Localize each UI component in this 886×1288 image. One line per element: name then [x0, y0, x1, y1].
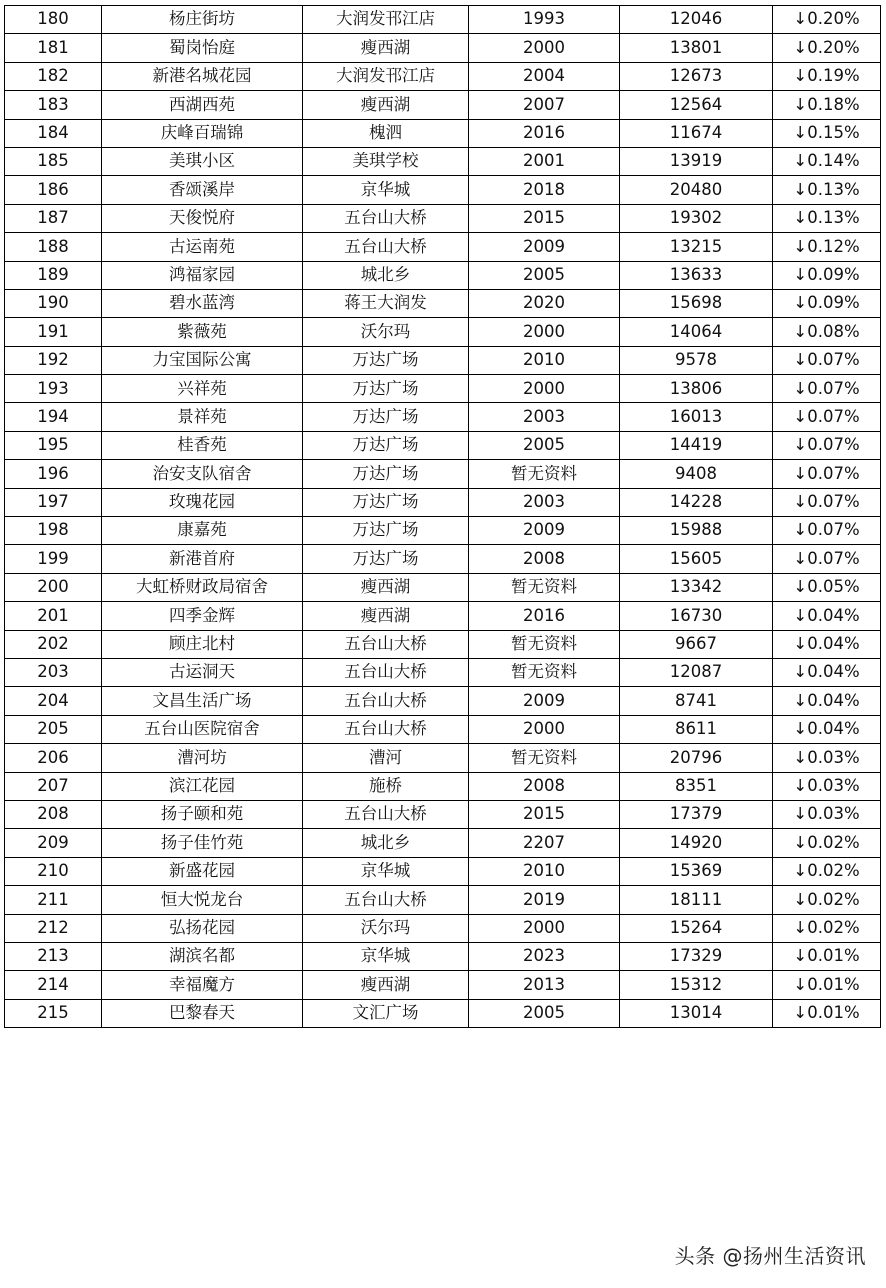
price-cell: 13342 — [620, 573, 773, 601]
change-cell: ↓0.09% — [773, 289, 881, 317]
community-name-cell: 幸福魔方 — [102, 971, 303, 999]
change-cell: ↓0.09% — [773, 261, 881, 289]
rank-cell: 197 — [5, 488, 102, 516]
community-name-cell: 古运南苑 — [102, 233, 303, 261]
price-cell: 16013 — [620, 403, 773, 431]
area-cell: 五台山大桥 — [303, 687, 469, 715]
price-cell: 13919 — [620, 147, 773, 175]
area-cell: 城北乡 — [303, 829, 469, 857]
price-cell: 8351 — [620, 772, 773, 800]
price-cell: 12564 — [620, 91, 773, 119]
change-cell: ↓0.02% — [773, 829, 881, 857]
change-cell: ↓0.04% — [773, 630, 881, 658]
area-cell: 槐泗 — [303, 119, 469, 147]
area-cell: 京华城 — [303, 176, 469, 204]
table-row — [5, 545, 881, 573]
rank-cell: 213 — [5, 942, 102, 970]
build-year-cell: 2005 — [469, 999, 620, 1027]
area-cell: 万达广场 — [303, 375, 469, 403]
change-cell: ↓0.18% — [773, 91, 881, 119]
community-name-cell: 香颂溪岸 — [102, 176, 303, 204]
rank-cell: 199 — [5, 545, 102, 573]
build-year-cell: 2000 — [469, 715, 620, 743]
table-row — [5, 346, 881, 374]
price-cell: 13633 — [620, 261, 773, 289]
table-row — [5, 119, 881, 147]
price-cell: 17379 — [620, 800, 773, 828]
table-row — [5, 233, 881, 261]
rank-cell: 208 — [5, 800, 102, 828]
area-cell: 瘦西湖 — [303, 573, 469, 601]
area-cell: 五台山大桥 — [303, 800, 469, 828]
change-cell: ↓0.04% — [773, 715, 881, 743]
rank-cell: 215 — [5, 999, 102, 1027]
price-cell: 9667 — [620, 630, 773, 658]
rank-cell: 200 — [5, 573, 102, 601]
rank-cell: 194 — [5, 403, 102, 431]
area-cell: 五台山大桥 — [303, 715, 469, 743]
area-cell: 瘦西湖 — [303, 602, 469, 630]
table-row — [5, 942, 881, 970]
community-name-cell: 鸿福家园 — [102, 261, 303, 289]
area-cell: 文汇广场 — [303, 999, 469, 1027]
build-year-cell: 2013 — [469, 971, 620, 999]
price-cell: 14920 — [620, 829, 773, 857]
table-row — [5, 772, 881, 800]
price-cell: 15369 — [620, 857, 773, 885]
community-name-cell: 兴祥苑 — [102, 375, 303, 403]
area-cell: 万达广场 — [303, 517, 469, 545]
table-row — [5, 829, 881, 857]
price-cell: 13014 — [620, 999, 773, 1027]
price-cell: 20796 — [620, 744, 773, 772]
community-name-cell: 紫薇苑 — [102, 318, 303, 346]
price-cell: 8611 — [620, 715, 773, 743]
area-cell: 京华城 — [303, 857, 469, 885]
change-cell: ↓0.07% — [773, 346, 881, 374]
build-year-cell: 暂无资料 — [469, 460, 620, 488]
change-cell: ↓0.07% — [773, 545, 881, 573]
price-cell: 18111 — [620, 886, 773, 914]
change-cell: ↓0.15% — [773, 119, 881, 147]
rank-cell: 214 — [5, 971, 102, 999]
table-row — [5, 6, 881, 34]
change-cell: ↓0.19% — [773, 62, 881, 90]
rank-cell: 202 — [5, 630, 102, 658]
change-cell: ↓0.04% — [773, 658, 881, 686]
price-cell: 15312 — [620, 971, 773, 999]
community-name-cell: 顾庄北村 — [102, 630, 303, 658]
community-name-cell: 玫瑰花园 — [102, 488, 303, 516]
change-cell: ↓0.07% — [773, 488, 881, 516]
build-year-cell: 2009 — [469, 233, 620, 261]
table-row — [5, 34, 881, 62]
rank-cell: 212 — [5, 914, 102, 942]
price-cell: 17329 — [620, 942, 773, 970]
change-cell: ↓0.07% — [773, 403, 881, 431]
build-year-cell: 2010 — [469, 346, 620, 374]
watermark-text: 头条 @扬州生活资讯 — [674, 1244, 866, 1268]
table-row — [5, 602, 881, 630]
build-year-cell: 2008 — [469, 772, 620, 800]
price-cell: 13801 — [620, 34, 773, 62]
change-cell: ↓0.07% — [773, 460, 881, 488]
build-year-cell: 2000 — [469, 34, 620, 62]
community-name-cell: 康嘉苑 — [102, 517, 303, 545]
area-cell: 瘦西湖 — [303, 91, 469, 119]
community-name-cell: 五台山医院宿舍 — [102, 715, 303, 743]
table-row — [5, 261, 881, 289]
table-row — [5, 176, 881, 204]
change-cell: ↓0.02% — [773, 857, 881, 885]
community-name-cell: 美琪小区 — [102, 147, 303, 175]
community-name-cell: 天俊悦府 — [102, 204, 303, 232]
build-year-cell: 2015 — [469, 204, 620, 232]
community-name-cell: 桂香苑 — [102, 431, 303, 459]
change-cell: ↓0.03% — [773, 772, 881, 800]
price-cell: 15605 — [620, 545, 773, 573]
community-name-cell: 弘扬花园 — [102, 914, 303, 942]
build-year-cell: 暂无资料 — [469, 573, 620, 601]
area-cell: 沃尔玛 — [303, 318, 469, 346]
build-year-cell: 2009 — [469, 517, 620, 545]
area-cell: 大润发邗江店 — [303, 6, 469, 34]
area-cell: 施桥 — [303, 772, 469, 800]
table-row — [5, 658, 881, 686]
build-year-cell: 2015 — [469, 800, 620, 828]
rank-cell: 181 — [5, 34, 102, 62]
community-name-cell: 新港名城花园 — [102, 62, 303, 90]
community-name-cell: 扬子佳竹苑 — [102, 829, 303, 857]
community-name-cell: 湖滨名都 — [102, 942, 303, 970]
price-cell: 15988 — [620, 517, 773, 545]
rank-cell: 209 — [5, 829, 102, 857]
rank-cell: 182 — [5, 62, 102, 90]
rank-cell: 190 — [5, 289, 102, 317]
area-cell: 五台山大桥 — [303, 630, 469, 658]
rank-cell: 207 — [5, 772, 102, 800]
community-name-cell: 治安支队宿舍 — [102, 460, 303, 488]
rank-cell: 186 — [5, 176, 102, 204]
build-year-cell: 1993 — [469, 6, 620, 34]
price-cell: 19302 — [620, 204, 773, 232]
build-year-cell: 2003 — [469, 403, 620, 431]
change-cell: ↓0.02% — [773, 914, 881, 942]
area-cell: 京华城 — [303, 942, 469, 970]
community-name-cell: 碧水蓝湾 — [102, 289, 303, 317]
change-cell: ↓0.13% — [773, 176, 881, 204]
build-year-cell: 2009 — [469, 687, 620, 715]
build-year-cell: 2207 — [469, 829, 620, 857]
area-cell: 万达广场 — [303, 403, 469, 431]
build-year-cell: 2005 — [469, 431, 620, 459]
build-year-cell: 2016 — [469, 602, 620, 630]
rank-cell: 203 — [5, 658, 102, 686]
area-cell: 瘦西湖 — [303, 34, 469, 62]
community-name-cell: 力宝国际公寓 — [102, 346, 303, 374]
rank-cell: 196 — [5, 460, 102, 488]
table-row — [5, 715, 881, 743]
table-row — [5, 91, 881, 119]
rank-cell: 188 — [5, 233, 102, 261]
area-cell: 万达广场 — [303, 488, 469, 516]
table-row — [5, 318, 881, 346]
community-name-cell: 景祥苑 — [102, 403, 303, 431]
table-row — [5, 573, 881, 601]
rank-cell: 187 — [5, 204, 102, 232]
community-name-cell: 杨庄街坊 — [102, 6, 303, 34]
area-cell: 五台山大桥 — [303, 233, 469, 261]
price-cell: 13215 — [620, 233, 773, 261]
rank-cell: 184 — [5, 119, 102, 147]
community-name-cell: 滨江花园 — [102, 772, 303, 800]
build-year-cell: 暂无资料 — [469, 658, 620, 686]
change-cell: ↓0.01% — [773, 971, 881, 999]
table-row — [5, 914, 881, 942]
area-cell: 万达广场 — [303, 346, 469, 374]
change-cell: ↓0.01% — [773, 999, 881, 1027]
build-year-cell: 2007 — [469, 91, 620, 119]
price-cell: 16730 — [620, 602, 773, 630]
area-cell: 万达广场 — [303, 431, 469, 459]
rank-cell: 192 — [5, 346, 102, 374]
build-year-cell: 2000 — [469, 375, 620, 403]
price-cell: 14419 — [620, 431, 773, 459]
change-cell: ↓0.02% — [773, 886, 881, 914]
rank-cell: 210 — [5, 857, 102, 885]
rank-cell: 180 — [5, 6, 102, 34]
change-cell: ↓0.07% — [773, 517, 881, 545]
community-name-cell: 扬子颐和苑 — [102, 800, 303, 828]
community-name-cell: 四季金辉 — [102, 602, 303, 630]
rank-cell: 201 — [5, 602, 102, 630]
change-cell: ↓0.20% — [773, 34, 881, 62]
community-name-cell: 巴黎春天 — [102, 999, 303, 1027]
community-name-cell: 西湖西苑 — [102, 91, 303, 119]
area-cell: 蒋王大润发 — [303, 289, 469, 317]
area-cell: 城北乡 — [303, 261, 469, 289]
price-cell: 9578 — [620, 346, 773, 374]
area-cell: 万达广场 — [303, 460, 469, 488]
price-cell: 15698 — [620, 289, 773, 317]
rank-cell: 204 — [5, 687, 102, 715]
community-name-cell: 蜀岗怡庭 — [102, 34, 303, 62]
table-row — [5, 886, 881, 914]
build-year-cell: 暂无资料 — [469, 630, 620, 658]
table-row — [5, 204, 881, 232]
table-row — [5, 488, 881, 516]
table-row — [5, 857, 881, 885]
build-year-cell: 2001 — [469, 147, 620, 175]
table-row — [5, 431, 881, 459]
build-year-cell: 2000 — [469, 318, 620, 346]
build-year-cell: 2018 — [469, 176, 620, 204]
community-name-cell: 恒大悦龙台 — [102, 886, 303, 914]
community-name-cell: 古运洞天 — [102, 658, 303, 686]
table-row — [5, 630, 881, 658]
price-cell: 15264 — [620, 914, 773, 942]
table-row — [5, 460, 881, 488]
build-year-cell: 2019 — [469, 886, 620, 914]
table-row — [5, 999, 881, 1027]
change-cell: ↓0.08% — [773, 318, 881, 346]
rank-cell: 205 — [5, 715, 102, 743]
area-cell: 五台山大桥 — [303, 204, 469, 232]
price-cell: 13806 — [620, 375, 773, 403]
housing-price-table — [4, 5, 881, 1028]
area-cell: 瘦西湖 — [303, 971, 469, 999]
change-cell: ↓0.12% — [773, 233, 881, 261]
price-cell: 11674 — [620, 119, 773, 147]
area-cell: 五台山大桥 — [303, 886, 469, 914]
rank-cell: 206 — [5, 744, 102, 772]
table-row — [5, 62, 881, 90]
change-cell: ↓0.04% — [773, 687, 881, 715]
table-row — [5, 800, 881, 828]
change-cell: ↓0.03% — [773, 800, 881, 828]
price-cell: 12046 — [620, 6, 773, 34]
build-year-cell: 2016 — [469, 119, 620, 147]
change-cell: ↓0.03% — [773, 744, 881, 772]
rank-cell: 183 — [5, 91, 102, 119]
change-cell: ↓0.07% — [773, 375, 881, 403]
area-cell: 五台山大桥 — [303, 658, 469, 686]
area-cell: 万达广场 — [303, 545, 469, 573]
table-body — [5, 6, 881, 1028]
table-row — [5, 147, 881, 175]
build-year-cell: 2000 — [469, 914, 620, 942]
rank-cell: 211 — [5, 886, 102, 914]
area-cell: 沃尔玛 — [303, 914, 469, 942]
build-year-cell: 2003 — [469, 488, 620, 516]
change-cell: ↓0.07% — [773, 431, 881, 459]
community-name-cell: 新盛花园 — [102, 857, 303, 885]
table-row — [5, 289, 881, 317]
change-cell: ↓0.01% — [773, 942, 881, 970]
build-year-cell: 2023 — [469, 942, 620, 970]
build-year-cell: 2005 — [469, 261, 620, 289]
build-year-cell: 2010 — [469, 857, 620, 885]
community-name-cell: 新港首府 — [102, 545, 303, 573]
community-name-cell: 漕河坊 — [102, 744, 303, 772]
rank-cell: 191 — [5, 318, 102, 346]
build-year-cell: 2004 — [469, 62, 620, 90]
table-row — [5, 403, 881, 431]
community-name-cell: 文昌生活广场 — [102, 687, 303, 715]
area-cell: 美琪学校 — [303, 147, 469, 175]
area-cell: 漕河 — [303, 744, 469, 772]
area-cell: 大润发邗江店 — [303, 62, 469, 90]
rank-cell: 195 — [5, 431, 102, 459]
change-cell: ↓0.13% — [773, 204, 881, 232]
change-cell: ↓0.14% — [773, 147, 881, 175]
price-cell: 12087 — [620, 658, 773, 686]
table-row — [5, 687, 881, 715]
table-row — [5, 375, 881, 403]
community-name-cell: 庆峰百瑞锦 — [102, 119, 303, 147]
rank-cell: 193 — [5, 375, 102, 403]
price-cell: 9408 — [620, 460, 773, 488]
price-cell: 14064 — [620, 318, 773, 346]
rank-cell: 185 — [5, 147, 102, 175]
rank-cell: 198 — [5, 517, 102, 545]
table-row — [5, 517, 881, 545]
build-year-cell: 2020 — [469, 289, 620, 317]
price-cell: 14228 — [620, 488, 773, 516]
build-year-cell: 暂无资料 — [469, 744, 620, 772]
change-cell: ↓0.20% — [773, 6, 881, 34]
rank-cell: 189 — [5, 261, 102, 289]
change-cell: ↓0.05% — [773, 573, 881, 601]
price-cell: 12673 — [620, 62, 773, 90]
change-cell: ↓0.04% — [773, 602, 881, 630]
table-row — [5, 971, 881, 999]
table-row — [5, 744, 881, 772]
build-year-cell: 2008 — [469, 545, 620, 573]
community-name-cell: 大虹桥财政局宿舍 — [102, 573, 303, 601]
price-cell: 8741 — [620, 687, 773, 715]
price-cell: 20480 — [620, 176, 773, 204]
